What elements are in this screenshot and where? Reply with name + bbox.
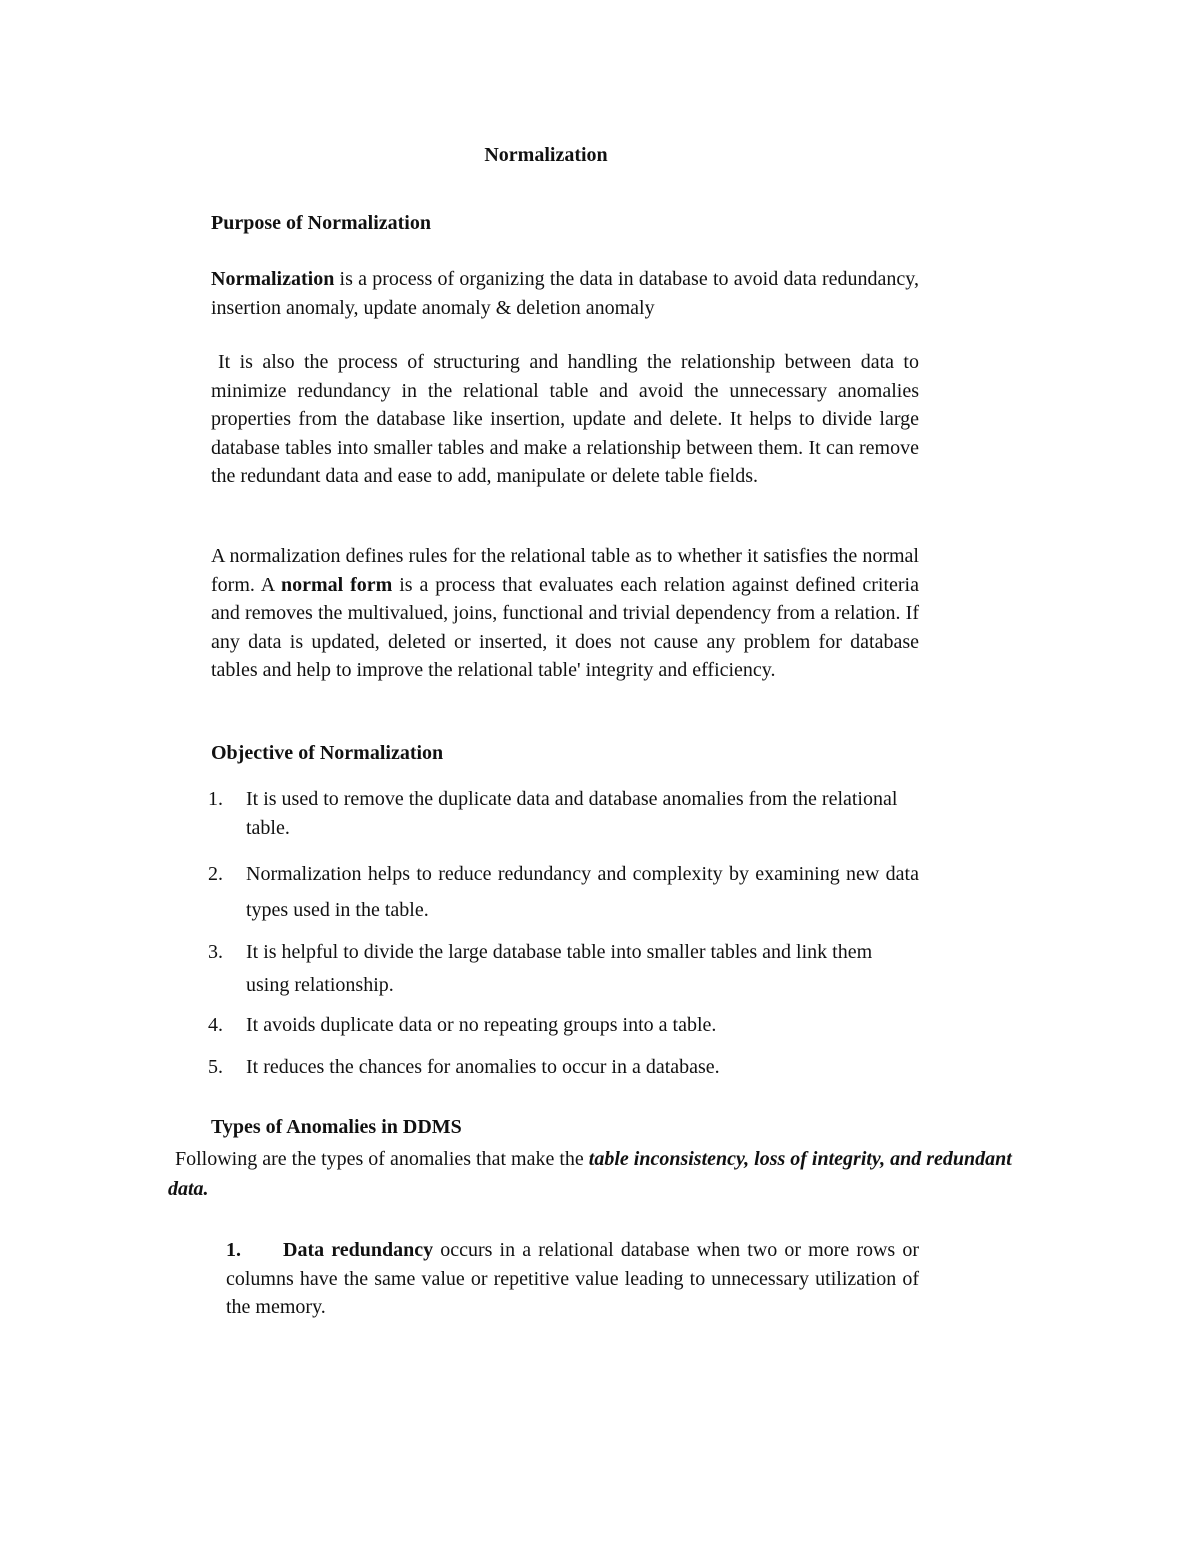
purpose-paragraph-3 xyxy=(211,542,919,685)
anomalies-intro-emphasis: table inconsistency, loss of integrity, and redundant data. xyxy=(168,1148,1012,1200)
anomalies-intro xyxy=(168,1144,1028,1204)
anomaly-item-1 xyxy=(226,1236,919,1322)
anomaly-item-1-number: 1. xyxy=(226,1239,241,1261)
purpose-paragraph-2: It is also the process of structuring and handling the relationship between data to minimize redundancy in the relational table and avoid the unnecessary anomalies properties from the database like insertion, update and delete. It helps to divide large database tables into smaller tables and make a relationship between them. It can remove the redundant data and ease to add, manipulate or delete table fields. xyxy=(211,351,919,487)
objective-list xyxy=(208,785,919,1082)
normalization-term: Normalization xyxy=(211,268,335,290)
anomaly-item-1-text: occurs in a relational database when two or more rows or columns have the same value or repetitive value leading to unnecessary utilization of the memory. xyxy=(226,1239,919,1318)
objective-item-5: 5. It reduces the chances for anomalies to occur in a database. xyxy=(208,1056,720,1078)
objective-item-3: 3. It is helpful to divide the large database table into smaller tables and link them using relationship. xyxy=(208,941,873,996)
document-title: Normalization xyxy=(484,144,608,166)
objective-item-1: 1. It is used to remove the duplicate data and database anomalies from the relational table. xyxy=(208,788,898,839)
normal-form-term: normal form xyxy=(280,573,393,596)
objective-item-2: 2. Normalization helps to reduce redundancy and complexity by examining new data types used in the table. xyxy=(208,863,919,921)
anomalies-intro-text: Following are the types of anomalies that make the xyxy=(175,1148,589,1170)
purpose-paragraph-3-text-a: A normalization defines rules for the relational table as to whether it satisfies the normal form. A xyxy=(211,545,919,596)
purpose-paragraph-1-text: is a process of organizing the data in database to avoid data redundancy, insertion anomaly, update anomaly & deletion anomaly xyxy=(211,268,919,319)
objective-item-4: 4. It avoids duplicate data or no repeating groups into a table. xyxy=(208,1014,717,1036)
purpose-paragraph-1 xyxy=(211,265,919,322)
purpose-paragraph-3-text-b: is a process that evaluates each relation against defined criteria and removes the multivalued, joins, functional and trivial dependency from a relation. If any data is updated, deleted or inserted, it does not cause any problem for database tables and help to improve the relational table' integrity and efficiency. xyxy=(211,573,919,681)
purpose-heading: Purpose of Normalization xyxy=(211,212,431,234)
data-redundancy-term: Data redundancy xyxy=(283,1239,434,1261)
objective-heading: Objective of Normalization xyxy=(211,742,444,764)
anomalies-heading: Types of Anomalies in DDMS xyxy=(211,1116,462,1138)
